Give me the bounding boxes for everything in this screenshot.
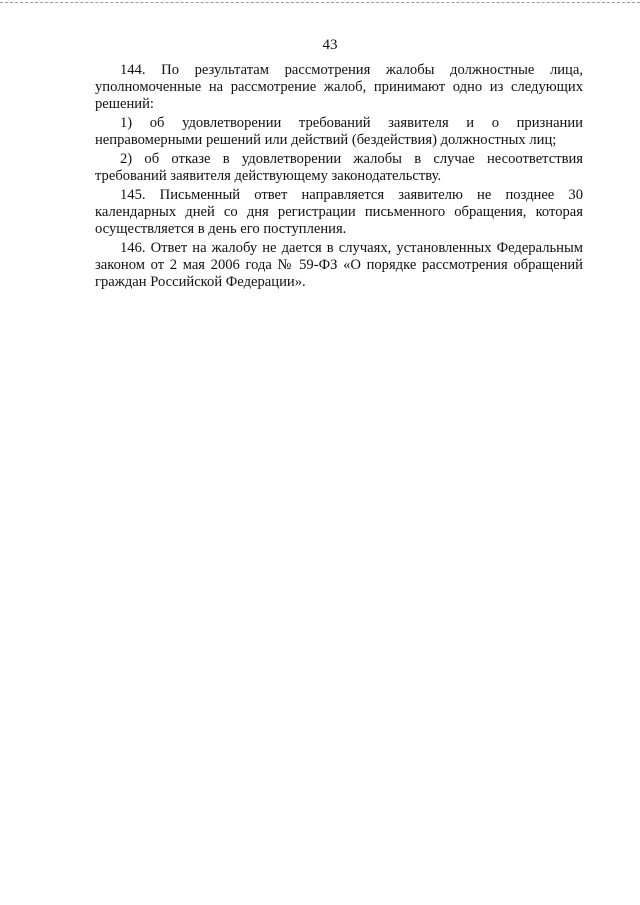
text-line: календарных дней со дня регистрации письменного обращения, которая	[95, 204, 583, 220]
text-line: 1) об удовлетворении требований заявителя и о признании	[120, 115, 583, 131]
document-body	[95, 62, 583, 293]
text-line: осуществляется в день его поступления.	[95, 221, 347, 237]
paragraph	[95, 151, 583, 185]
text-line: законом от 2 мая 2006 года № 59-ФЗ «О порядке рассмотрения обращений	[95, 257, 583, 273]
text-line: 146. Ответ на жалобу не дается в случаях, установленных Федеральным	[120, 240, 583, 256]
text-line: 2) об отказе в удовлетворении жалобы в случае несоответствия	[120, 151, 583, 167]
text-line: 144. По результатам рассмотрения жалобы должностные лица,	[120, 62, 583, 78]
paragraph	[95, 115, 583, 149]
text-line: 145. Письменный ответ направляется заявителю не позднее 30	[120, 187, 583, 203]
page-number: 43	[322, 37, 338, 53]
text-line: решений:	[95, 96, 154, 112]
paragraph	[95, 187, 583, 238]
scan-edge-artifact	[0, 2, 640, 4]
text-line: неправомерными решений или действий (бездействия) должностных лиц;	[95, 132, 557, 148]
paragraph	[95, 240, 583, 291]
paragraph	[95, 62, 583, 113]
text-line: требований заявителя действующему законодательству.	[95, 168, 442, 184]
text-line: граждан Российской Федерации».	[95, 274, 306, 290]
text-line: уполномоченные на рассмотрение жалоб, принимают одно из следующих	[95, 79, 583, 95]
